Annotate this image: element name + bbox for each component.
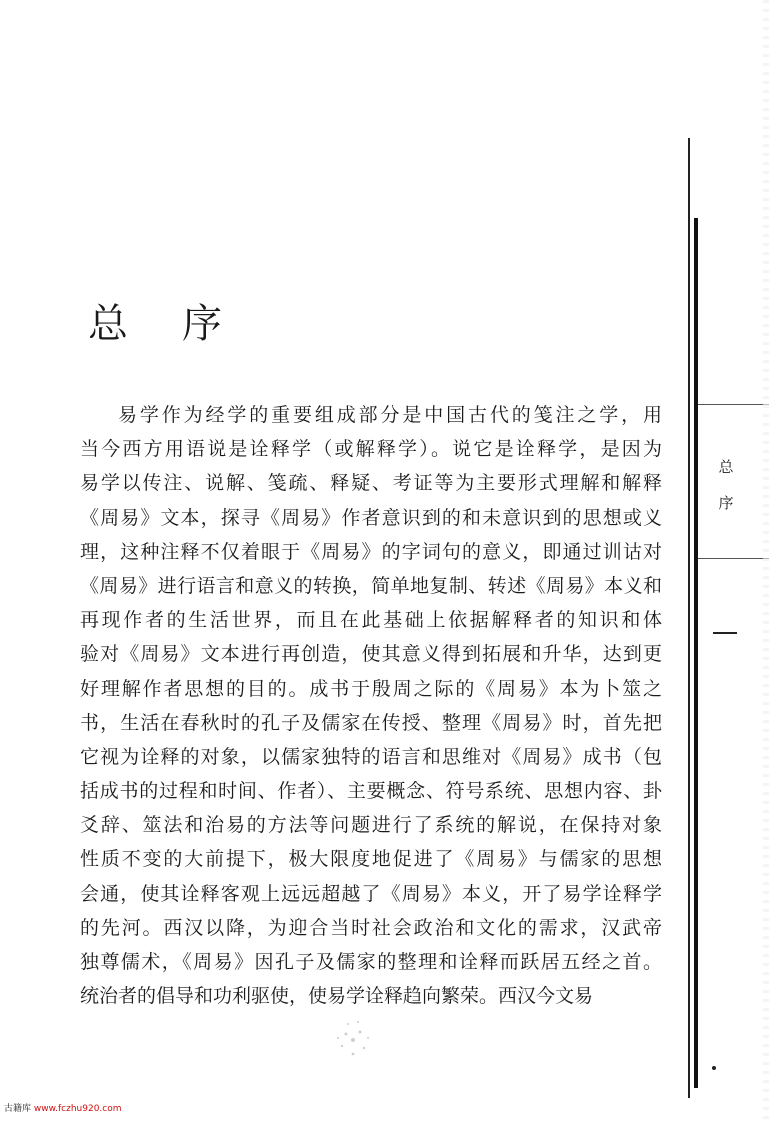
- margin-rule-bold: [694, 218, 698, 1088]
- body-line: 爻辞、筮法和治易的方法等问题进行了系统的解说，在保持对象: [80, 814, 662, 837]
- body-line: 会通，使其诠释客观上远远超越了《周易》本义，开了易学诠释学: [80, 882, 662, 905]
- body-line: 好理解作者思想的目的。成书于殷周之际的《周易》本为卜筮之: [80, 677, 662, 700]
- body-line: 再现作者的生活世界，而且在此基础上依据解释者的知识和体: [80, 609, 662, 632]
- body-line: 书，生活在春秋时的孔子及儒家在传授、整理《周易》时，首先把: [80, 711, 662, 734]
- side-tab-divider: [698, 404, 769, 405]
- margin-rule: [688, 138, 690, 1098]
- margin-dot: [712, 1066, 716, 1070]
- body-line: 验对《周易》文本进行再创造，使其意义得到拓展和升华，达到更: [80, 643, 662, 666]
- title-char-2: 序: [182, 301, 222, 347]
- body-line: 当今西方用语说是诠释学（或解释学）。说它是诠释学，是因为: [80, 438, 662, 461]
- body-line: 《周易》进行语言和意义的转换，简单地复制、转述《周易》本义和: [80, 574, 662, 597]
- body-line: 理，这种注释不仅着眼于《周易》的字词句的意义，即通过训诂对: [80, 540, 662, 563]
- watermark: [4, 1101, 122, 1114]
- body-line: 易学以传注、说解、笺疏、释疑、考证等为主要形式理解和解释: [80, 472, 662, 495]
- page-title: [88, 296, 222, 352]
- body-line: 易学作为经学的重要组成部分是中国古代的笺注之学，用: [118, 404, 662, 426]
- side-tab-char-1: 总: [718, 458, 734, 476]
- body-line: 括成书的过程和时间、作者）、主要概念、符号系统、思想内容、卦: [80, 780, 662, 803]
- title-char-1: 总: [88, 301, 128, 347]
- scan-edge: [763, 0, 769, 1122]
- body-line: 统治者的倡导和功利驱使，使易学诠释趋向繁荣。西汉今文易: [80, 985, 594, 1008]
- body-line: 《周易》文本，探寻《周易》作者意识到的和未意识到的思想或义: [80, 506, 662, 529]
- scan-stamp-mark: [318, 1010, 388, 1070]
- body-line: 性质不变的大前提下，极大限度地促进了《周易》与儒家的思想: [80, 848, 662, 871]
- watermark-site-name: 古籍库: [4, 1104, 32, 1114]
- side-tab-char-2: 序: [718, 494, 734, 512]
- side-tab-divider: [698, 558, 769, 559]
- body-line: 的先河。西汉以降，为迎合当时社会政治和文化的需求，汉武帝: [80, 916, 662, 939]
- body-line: 独尊儒术，《周易》因孔子及儒家的整理和诠释而跃居五经之首。: [80, 951, 662, 973]
- page-number: [713, 632, 737, 634]
- watermark-url[interactable]: www.fczhu920.com: [33, 1104, 122, 1114]
- body-text: [80, 398, 662, 1013]
- body-line: 它视为诠释的对象，以儒家独特的语言和思维对《周易》成书（包: [80, 745, 662, 768]
